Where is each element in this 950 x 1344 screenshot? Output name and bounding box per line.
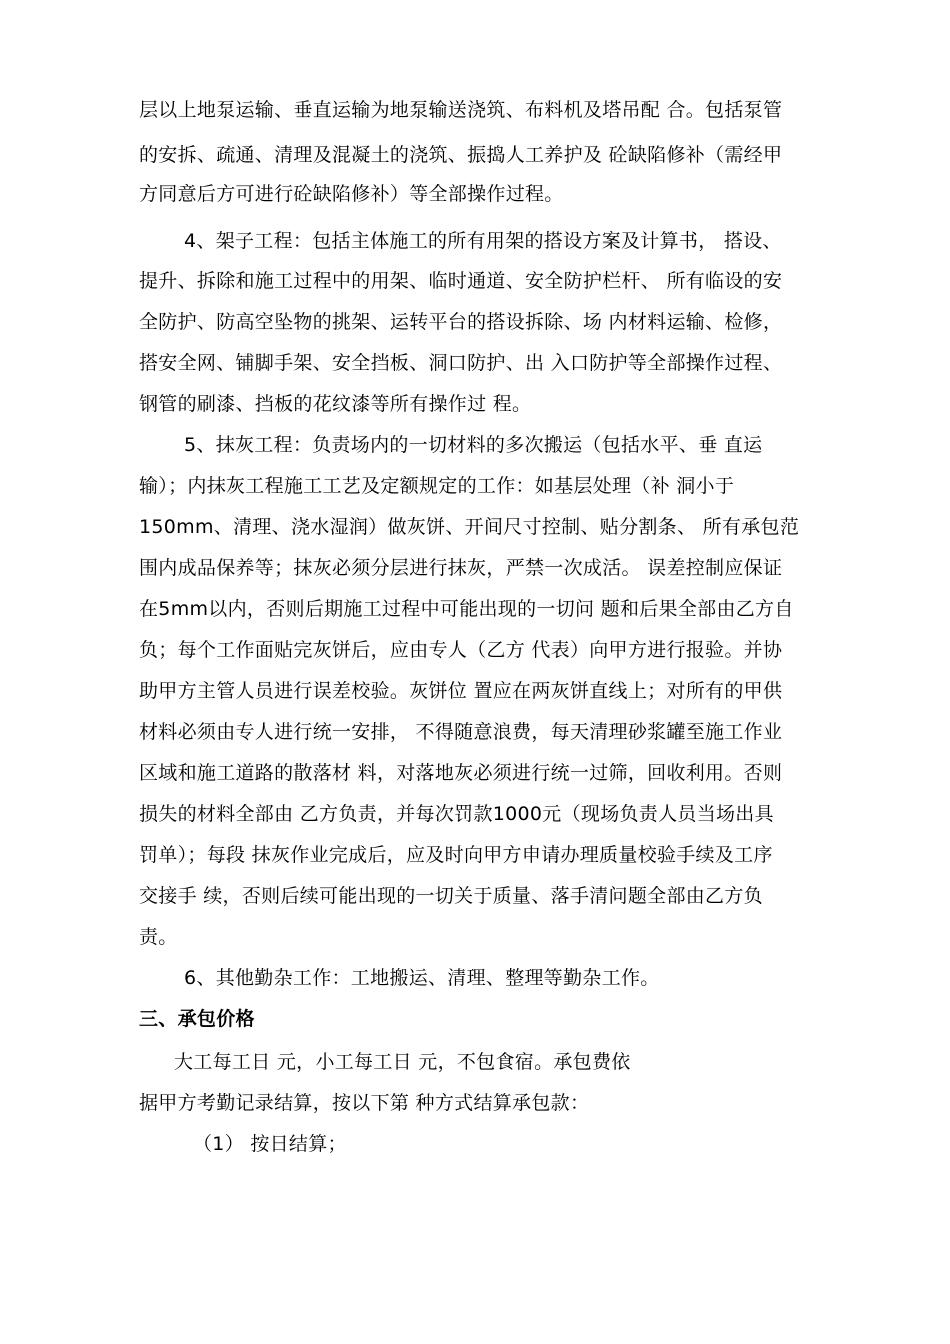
paragraph-line: 搭安全网、铺脚手架、安全挡板、洞口防护、出 入口防护等全部操作过程、 — [139, 352, 783, 374]
section-item-6: 6、其他勤杂工作：工地搬运、清理、整理等勤杂工作。 — [184, 967, 660, 989]
paragraph-line: 损失的材料全部由 乙方负责，并每次罚款1000元（现场负责人员当场出具 — [139, 803, 774, 825]
section-item-5: 5、抹灰工程：负责场内的一切材料的多次搬运（包括水平、垂 直运 — [184, 434, 763, 456]
paragraph-line: 层以上地泵运输、垂直运输为地泵输送浇筑、布料机及塔吊配 合。包括泵管 — [139, 99, 783, 121]
paragraph-line: 150mm、清理、浇水湿润）做灰饼、开间尺寸控制、贴分割条、 所有承包范 — [139, 516, 800, 538]
paragraph-line: 助甲方主管人员进行误差校验。灰饼位 置应在两灰饼直线上；对所有的甲供 — [139, 680, 783, 702]
list-item: （1） 按日结算； — [193, 1133, 347, 1155]
paragraph-line: 负；每个工作面贴完灰饼后，应由专人（乙方 代表）向甲方进行报验。并协 — [139, 639, 783, 661]
section-item-4: 4、架子工程：包括主体施工的所有用架的搭设方案及计算书， 搭设、 — [184, 230, 782, 252]
section-heading: 三、承包价格 — [139, 1008, 255, 1030]
paragraph-line: 围内成品保养等；抹灰必须分层进行抹灰，严禁一次成活。 误差控制应保证 — [139, 557, 783, 579]
paragraph-line: 输）；内抹灰工程施工工艺及定额规定的工作：如基层处理（补 洞小于 — [139, 475, 735, 497]
paragraph-line: 全防护、防高空坠物的挑架、运转平台的搭设拆除、场 内材料运输、检修， — [139, 311, 783, 333]
paragraph-line: 罚单）；每段 抹灰作业完成后，应及时向甲方申请办理质量校验手续及工序 — [139, 844, 773, 866]
paragraph-line: 大工每工日 元，小工每工日 元，不包食宿。承包费依 — [174, 1051, 631, 1073]
paragraph-line: 区域和施工道路的散落材 料，对落地灰必须进行统一过筛，回收利用。否则 — [139, 762, 783, 784]
paragraph-line: 责。 — [139, 926, 178, 948]
paragraph-line: 在5mm以内，否则后期施工过程中可能出现的一切问 题和后果全部由乙方自 — [139, 598, 794, 620]
paragraph-line: 提升、拆除和施工过程中的用架、临时通道、安全防护栏杆、 所有临设的安 — [139, 270, 783, 292]
paragraph-line: 交接手 续，否则后续可能出现的一切关于质量、落手清问题全部由乙方负 — [139, 885, 763, 907]
paragraph-line: 的安拆、疏通、清理及混凝土的浇筑、振捣人工养护及 砼缺陷修补（需经甲 — [139, 144, 783, 166]
paragraph-line: 钢管的刷漆、挡板的花纹漆等所有操作过 程。 — [139, 393, 532, 415]
paragraph-line: 据甲方考勤记录结算，按以下第 种方式结算承包款： — [139, 1092, 590, 1114]
paragraph-line: 方同意后方可进行砼缺陷修补）等全部操作过程。 — [139, 183, 564, 205]
paragraph-line: 材料必须由专人进行统一安排， 不得随意浪费，每天清理砂浆罐至施工作业 — [139, 721, 783, 743]
